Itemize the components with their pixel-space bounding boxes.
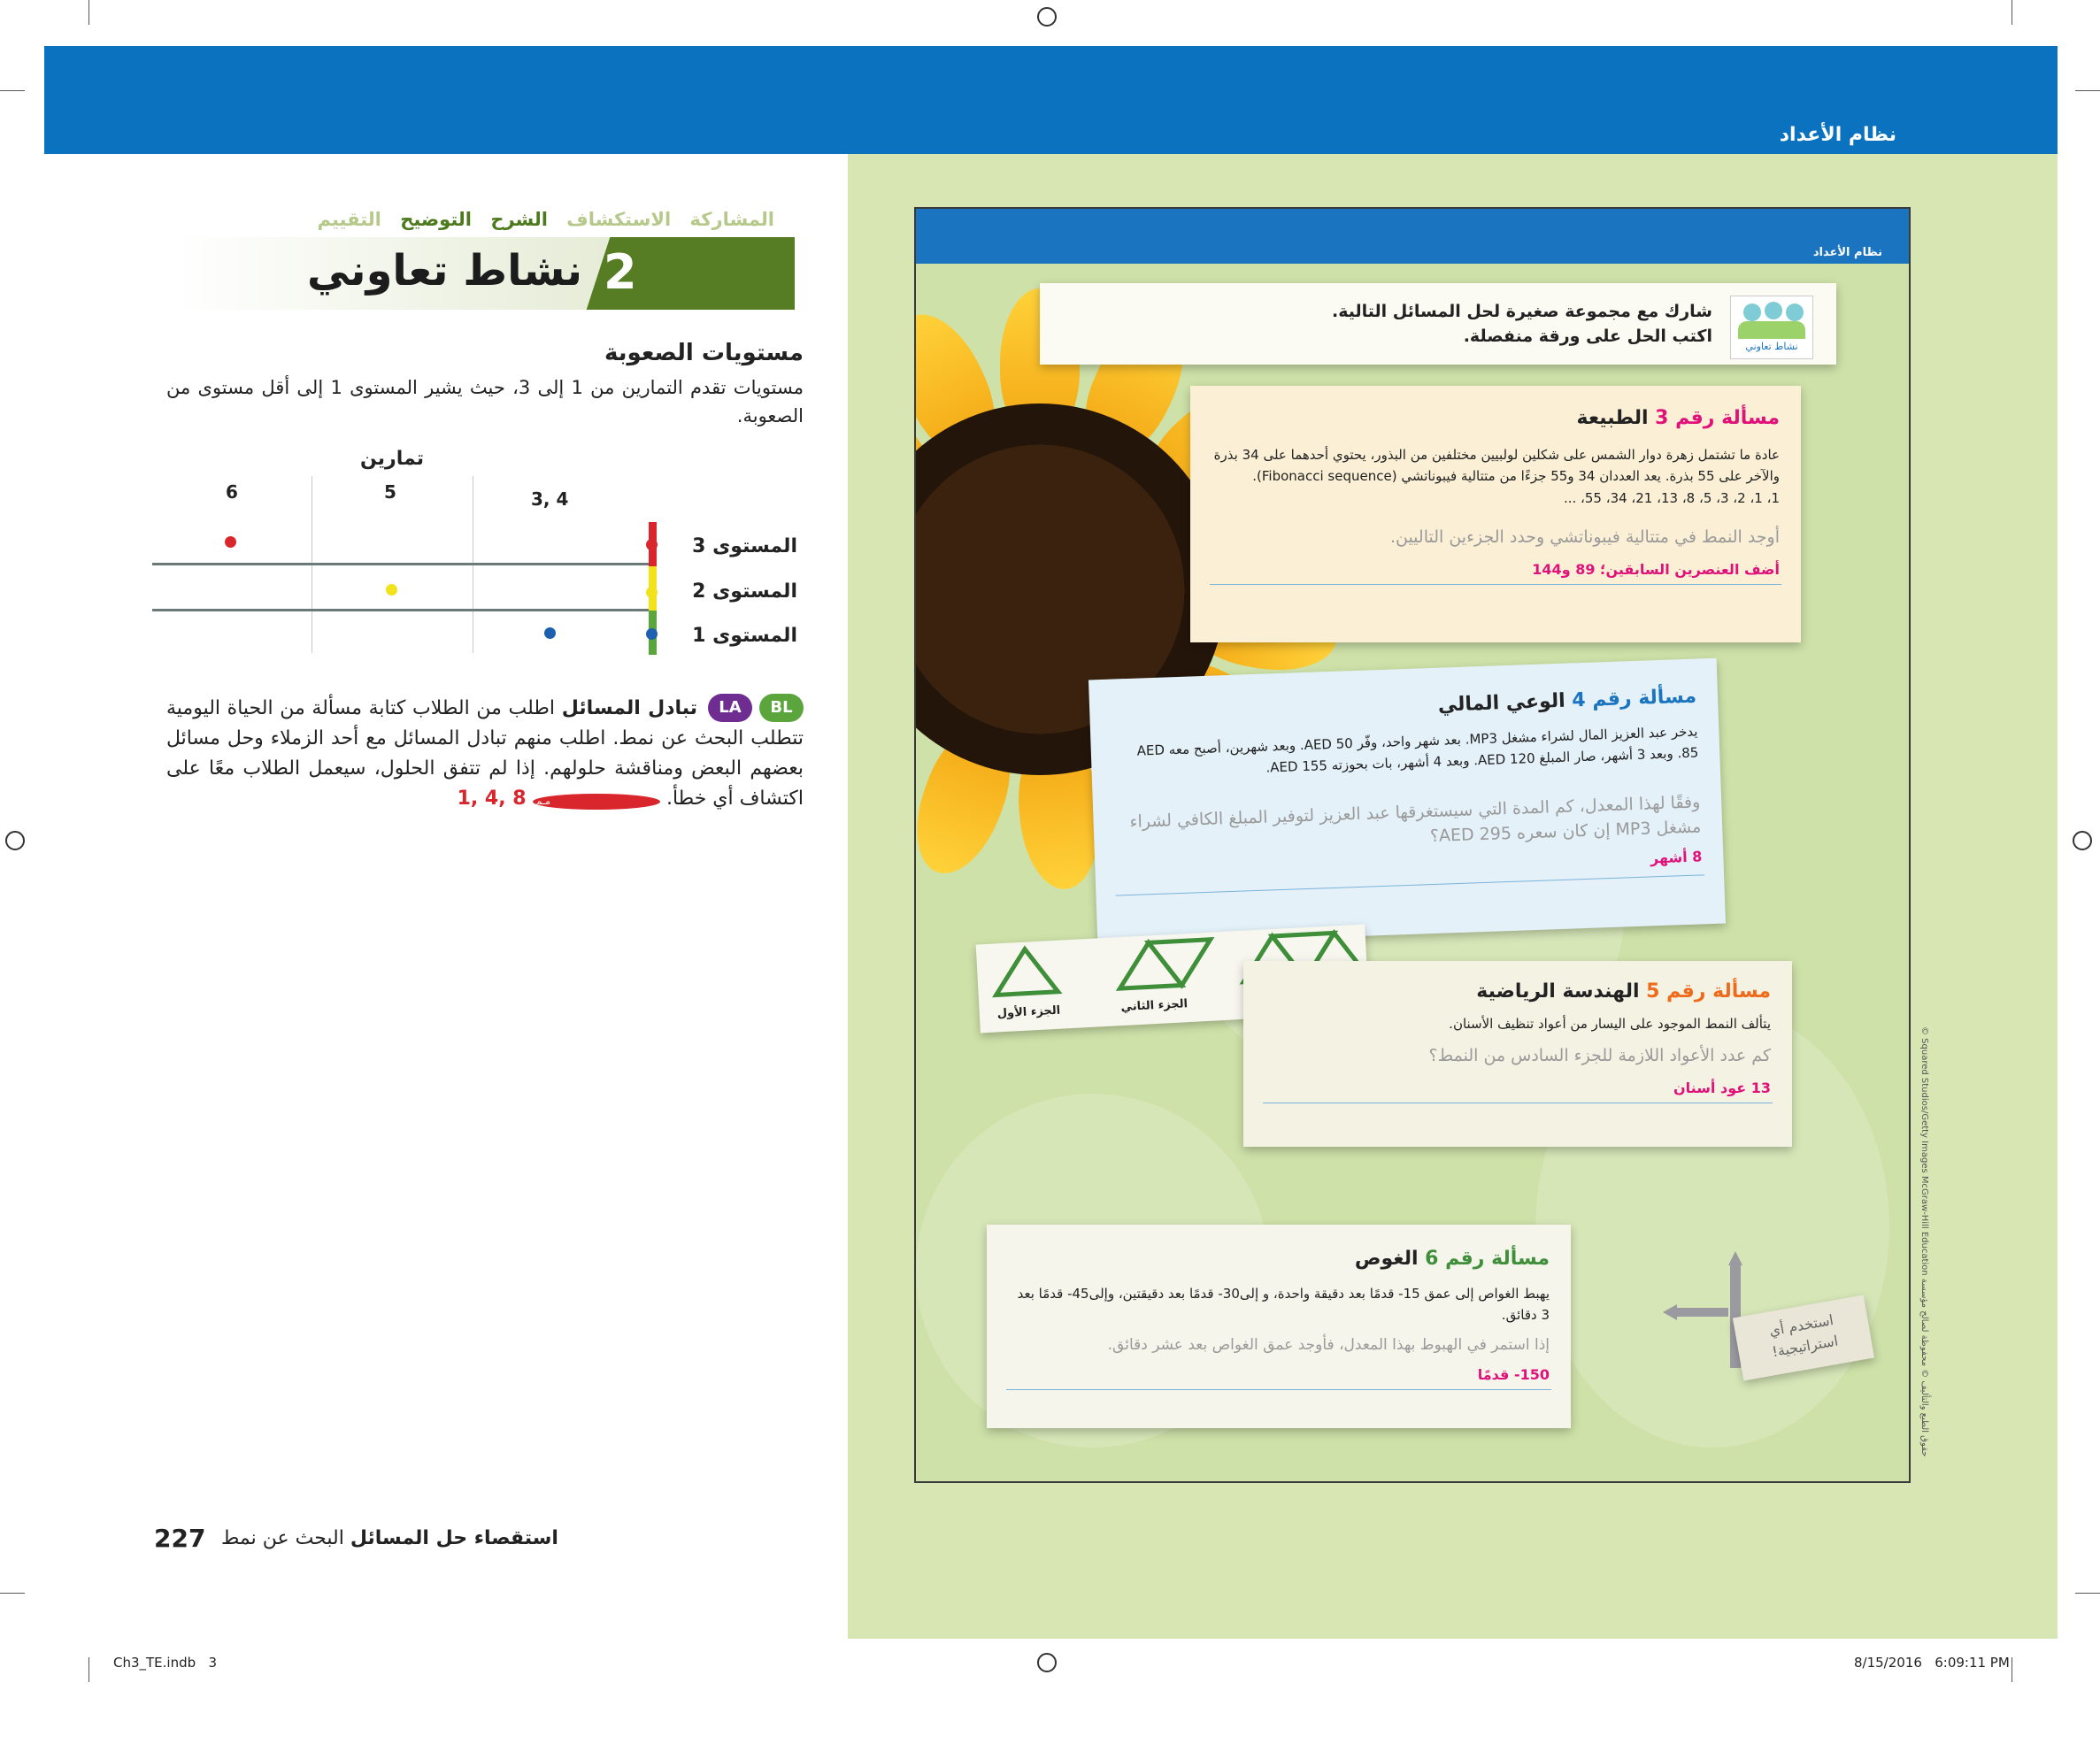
people-bodies [1738, 321, 1805, 339]
file-name: Ch3_TE.indb 3 [113, 1655, 217, 1671]
stage-explain: الشرح [490, 209, 548, 230]
problem-5-text: يتألف النمط الموجود على اليسار من أعواد تنظيف الأسنان. [1449, 1016, 1771, 1032]
header-band [44, 46, 2058, 154]
person-icon [1743, 304, 1761, 321]
problem-5-label: مسألة رقم 5 [1646, 980, 1771, 1003]
student-header-title: نظام الأعداد [1812, 246, 1882, 259]
problem-4-topic: الوعي المالي [1437, 689, 1566, 717]
person-icon [1765, 302, 1782, 319]
level-2-label: المستوى 2 [692, 580, 797, 603]
badge-la: LA [708, 694, 752, 722]
problem-3-topic: الطبيعة [1576, 407, 1649, 429]
exchange-paragraph [166, 694, 804, 814]
problem-3-sequence: 1، 1، 2، 3، 5، 8، 13، 21، 34، 55، ... [1563, 490, 1780, 506]
problem-5-question: كم عدد الأعواد اللازمة للجزء السادس من النمط؟ [1428, 1046, 1771, 1065]
triangle [994, 948, 1058, 995]
crop-mark [2075, 1593, 2100, 1594]
footer-title [221, 1527, 558, 1549]
gauge-marker-1 [646, 628, 658, 640]
stage-explore: الاستكشاف [566, 209, 672, 230]
group-activity-icon [1730, 296, 1813, 359]
problem-6-answer: 150- قدمًا [1477, 1366, 1550, 1383]
crop-mark [2075, 90, 2100, 91]
problem-6-title [1355, 1248, 1550, 1270]
exercise-ref-numbers: 1, 4, 8 [457, 788, 527, 810]
activity-banner [175, 237, 795, 310]
crop-mark [88, 0, 89, 25]
intro-line-1: شارك مع مجموعة صغيرة لحل المسائل التالية. [1332, 302, 1712, 321]
badge-bl: BL [759, 694, 804, 722]
signpost-arm [1675, 1308, 1728, 1317]
problem-4-text: يدخر عبد العزيز المال لشراء مشغل MP3. بعد شهر واحد، وفّر AED 50. وبعد شهرين، أصبح معه AED 85. وبعد 3 أشهر، صار المبلغ AED 120. وبعد 4 أشهر، بات بحوزته AED 155. [1136, 723, 1699, 776]
exercises-title: تمارين [360, 448, 424, 470]
problem-5-answer: 13 عود أسنان [1673, 1080, 1771, 1096]
level-1-exercise-dot [544, 627, 556, 639]
level-2-exercise-dot [386, 584, 397, 596]
gauge-marker-3 [646, 539, 658, 550]
problem-4-answer: 8 أشهر [1650, 848, 1703, 867]
registration-mark-icon [1037, 7, 1057, 27]
banner-arrow [768, 237, 795, 310]
level-3-label: المستوى 3 [692, 535, 797, 557]
problem-5-topic: الهندسة الرياضية [1476, 980, 1640, 1003]
gauge-marker-2 [646, 587, 658, 598]
row-divider [152, 563, 653, 565]
person-icon [1786, 304, 1804, 321]
exchange-title: تبادل المسائل [561, 697, 697, 719]
activity-title: نشاط تعاوني [306, 246, 582, 296]
stage-evaluate: التقييم [317, 209, 381, 230]
footer-title-rest: البحث عن نمط [221, 1527, 344, 1549]
intro-text [1332, 299, 1712, 349]
registration-mark-icon [5, 831, 25, 850]
problem-4-title [1437, 686, 1696, 717]
level-3-exercise-dot [225, 536, 236, 548]
stage-engage: المشاركة [689, 209, 774, 230]
triangle [1118, 941, 1182, 989]
part-1-label: الجزء الأول [996, 1003, 1061, 1021]
group-activity-label: نشاط تعاوني [1745, 341, 1798, 352]
problem-3-text: عادة ما تشتمل زهرة دوار الشمس على شكلين لولبيين مختلفين من البذور، يحتوي أحدهما على 34 بذرة والآخر على 55 بذرة. يعد العددان 34 و55 جزءًا من متتالية فيبوناتشي (Fibonacci sequence). [1213, 447, 1780, 484]
row-divider [152, 609, 653, 611]
exercise-ref-badge: مـم [533, 794, 660, 810]
difficulty-heading: مستويات الصعوبة [604, 340, 804, 366]
problem-6-label: مسألة رقم 6 [1425, 1248, 1550, 1270]
lesson-stages [304, 209, 774, 230]
problem-3-answer: أضف العنصرين السابقين؛ 89 و144 [1532, 561, 1780, 578]
difficulty-description: مستويات تقدم التمارين من 1 إلى 3، حيث يشير المستوى 1 إلى أقل مستوى من الصعوبة. [166, 377, 804, 426]
problem-5-card [1243, 961, 1792, 1147]
student-header-band [916, 209, 1909, 264]
crop-mark [0, 1593, 25, 1594]
activity-number: 2 [604, 244, 637, 300]
arrow-up-icon [1728, 1251, 1742, 1265]
column-label: 6 [226, 481, 238, 503]
intro-card [1040, 283, 1836, 365]
crop-mark [0, 90, 25, 91]
image-credit: © Squared Studios/Getty Images McGraw-Hill Education حقوق الطبع والتأليف © محفوظة لصالح مؤسسة [1919, 1026, 1929, 1457]
strategy-sign: استخدم أي استراتيجية! [1733, 1295, 1874, 1381]
stage-elaborate: التوضيح [400, 209, 473, 230]
header-band-title: نظام الأعداد [1779, 124, 1896, 146]
problem-6-card [987, 1225, 1571, 1428]
footer-title-bold: استقصاء حل المسائل [350, 1527, 558, 1549]
answer-line [1006, 1389, 1551, 1390]
header-band-edge [2025, 46, 2058, 154]
problem-3-label: مسألة رقم 3 [1655, 407, 1780, 429]
column-label: 3, 4 [531, 488, 569, 510]
column-label: 5 [384, 481, 396, 503]
problem-3-card [1190, 386, 1801, 642]
student-page [914, 207, 1911, 1483]
problem-3-question: أوجد النمط في متتالية فيبوناتشي وحدد الجزءين التاليين. [1389, 527, 1780, 547]
triangle [1149, 940, 1213, 987]
answer-line [1210, 584, 1781, 585]
registration-mark-icon [2073, 831, 2092, 850]
problem-4-card [1088, 658, 1726, 946]
level-1-label: المستوى 1 [692, 625, 797, 647]
problem-6-topic: الغوص [1354, 1248, 1419, 1270]
problem-4-question: وفقًا لهذا المعدل، كم المدة التي سيستغرقها عبد العزيز لتوفير المبلغ الكافي لشراء مشغل MP3 إن كان سعره AED 295؟ [1129, 792, 1702, 847]
intro-line-2: اكتب الحل على ورقة منفصلة. [1463, 327, 1712, 346]
part-2-label: الجزء الثاني [1120, 997, 1188, 1015]
problem-3-title [1577, 407, 1780, 429]
registration-mark-icon [1037, 1653, 1057, 1672]
problem-6-text: يهبط الغواص إلى عمق 15- قدمًا بعد دقيقة واحدة، و إلى30- قدمًا بعد دقيقتين، وإلى45- قدمًا بعد 3 دقائق. [1017, 1286, 1550, 1323]
print-timestamp: 8/15/2016 6:09:11 PM [1854, 1655, 2010, 1671]
page-number: 227 [154, 1524, 206, 1553]
crop-mark [88, 1657, 89, 1682]
problem-4-label: مسألة رقم 4 [1571, 685, 1697, 712]
exchange-body: اطلب من الطلاب كتابة مسألة من الحياة اليومية تتطلب البحث عن نمط. اطلب منهم تبادل المسائل مع أحد الزملاء وحل مسائل بعضهم البعض ومناقشة حلولهم. إذا لم تتفق الحلول، سيعمل الطلاب معًا على اكتشاف أي خطأ. [166, 697, 804, 810]
problem-6-question: إذا استمر في الهبوط بهذا المعدل، فأوجد عمق الغواص بعد عشر دقائق. [1107, 1336, 1550, 1354]
arrow-left-icon [1663, 1304, 1677, 1320]
problem-5-title [1476, 980, 1771, 1003]
